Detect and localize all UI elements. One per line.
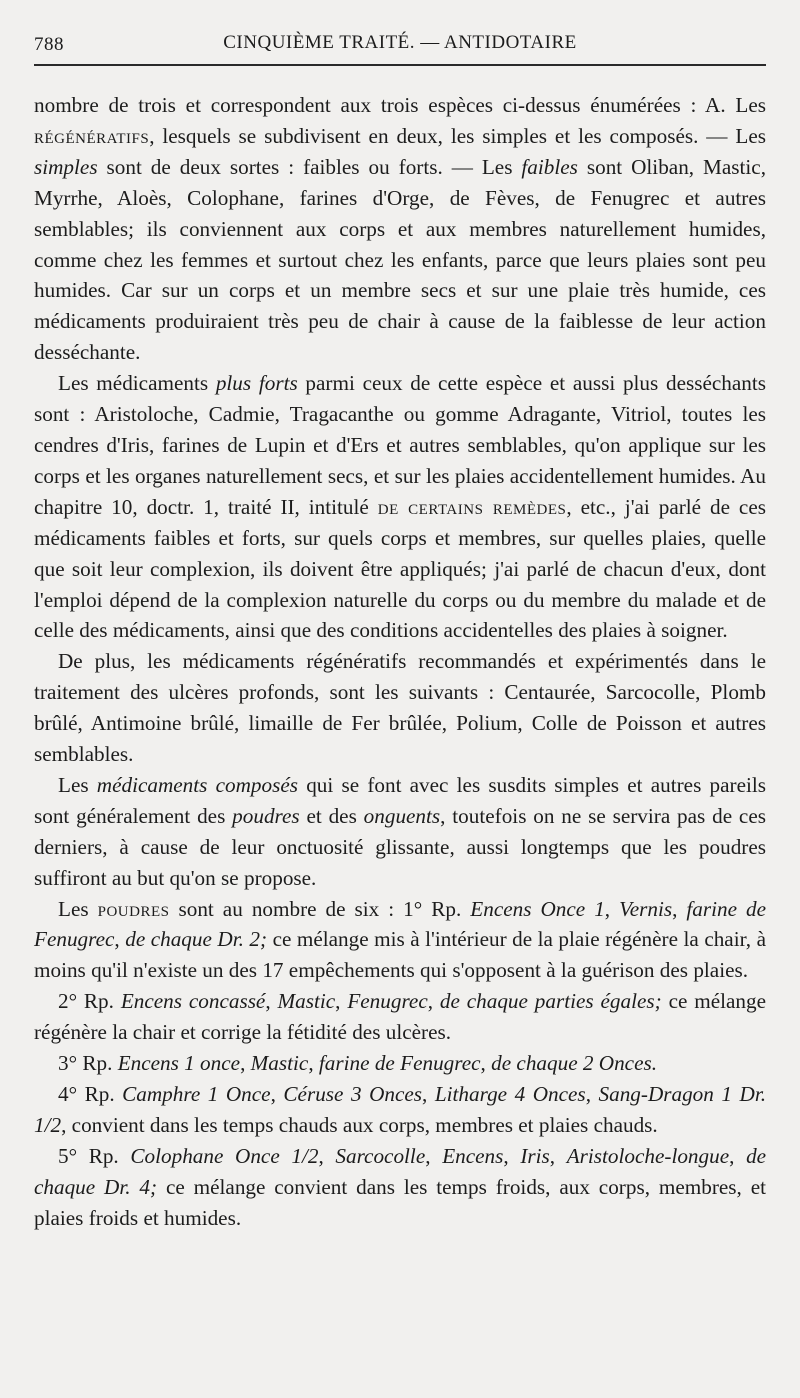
text-run: et des	[299, 803, 364, 828]
text-run: ,	[549, 1143, 567, 1168]
italic-text: faibles	[521, 154, 578, 179]
italic-text: Sarcocolle	[335, 1143, 426, 1168]
text-run: ,	[425, 1143, 443, 1168]
text-run: ce mélange mis à l'intérieur de la plaie régénère la chair, à moins qu'il n'existe un des 17 empêchements qui s'opposent à la guérison des plaies.	[34, 927, 767, 983]
text-run: ,	[480, 1051, 492, 1076]
italic-text: Encens	[442, 1143, 504, 1168]
paragraph	[34, 894, 766, 987]
text-run: ,	[427, 989, 440, 1014]
italic-text: Encens Once 1	[470, 896, 605, 921]
italic-text: Litharge 4 Onces	[434, 1082, 586, 1106]
text-run: De plus, les médicaments régénératifs recommandés et expérimentés dans le traitement des ulcères profonds, sont les suivants : Centaurée, Sarcocolle, Plomb brûlé, Antimoine brûlé, limaille de Fer brûlée, Polium, Colle de Poisson et autres semblables.	[34, 649, 766, 767]
italic-text: de chaque parties égales;	[439, 989, 662, 1014]
italic-text: Sang-Dragon 1 Dr. 1/2	[34, 1082, 767, 1137]
small-caps-text: de certains remèdes	[377, 494, 567, 519]
paragraph	[34, 90, 766, 368]
small-caps-text: régénératifs	[34, 123, 150, 148]
page-number: 788	[34, 34, 64, 55]
paragraph	[34, 1048, 766, 1079]
text-run: , lesquels se subdivisent en deux, les simples et les composés. — Les	[149, 123, 766, 148]
text-run: 2° Rp.	[58, 989, 121, 1014]
text-run: 3° Rp.	[58, 1051, 118, 1076]
paragraph	[34, 770, 766, 894]
text-run: parmi ceux de cette espèce et aussi plus desséchants sont : Aristoloche, Cadmie, Tragacanthe ou gomme Adragante, Vitriol, toutes les cendres d'Iris, farines de Lupin et d'Ers et autres semblables, qu'on applique sur les corps et les organes naturellement secs, et sur les plaies accidentellement humides. Au chapitre 10, doctr. 1, traité II, intitulé	[34, 371, 767, 519]
text-run: Les	[58, 772, 97, 797]
text-run: Les	[58, 896, 98, 921]
text-run: ,	[503, 1143, 521, 1168]
italic-text: Colophane Once 1/2	[130, 1143, 319, 1168]
paragraph	[34, 1079, 766, 1141]
text-run: ce mélange régénère la chair et corrige la fétidité des ulcères.	[34, 989, 766, 1045]
page-body	[34, 90, 766, 1234]
text-run: sont Oliban, Mastic, Myrrhe, Aloès, Colophane, farines d'Orge, de Fèves, de Fenugrec et autres semblables; ils conviennent aux corps et aux membres naturellement humides, comme chez les femmes et surtout chez les enfants, parce que leurs plaies sont peu humides. Car sur un corps et un membre secs et sur une plaie très humide, ces médicaments produiraient très peu de chair à cause de la faiblesse de leur action desséchante.	[34, 154, 766, 365]
italic-text: farine de Fenugrec	[34, 896, 767, 952]
text-run: ,	[335, 989, 348, 1014]
text-run: , etc., j'ai parlé de ces médicaments faibles et forts, sur quels corps et membres, sur quelles plaies, quelle que soit leur complexion, ils doivent être appliqués; j'ai parlé de chacun d'eux, dont l'emploi dépend de la complexion naturelle du corps ou du membre du malade et de celle des médicaments, ainsi que des conditions accidentelles des plaies à soigner.	[34, 494, 766, 643]
text-run: ,	[672, 896, 687, 921]
italic-text: onguents	[363, 803, 441, 828]
text-run: ,	[265, 989, 278, 1014]
paragraph	[34, 646, 766, 770]
paragraph	[34, 368, 766, 646]
text-run: ,	[585, 1082, 599, 1106]
text-run: , convient dans les temps chauds aux corps, membres et plaies chauds.	[61, 1112, 658, 1137]
italic-text: Iris	[520, 1143, 550, 1168]
italic-text: Vernis	[619, 896, 673, 921]
italic-text: Fenugrec	[347, 989, 428, 1014]
text-run: qui se font avec les susdits simples et autres pareils sont généralement des	[34, 772, 766, 828]
text-run: ,	[114, 927, 126, 952]
italic-text: Céruse 3 Onces	[283, 1082, 423, 1106]
text-run: nombre de trois et correspondent aux trois espèces ci-dessus énumérées : A. Les	[34, 93, 766, 117]
text-run: ,	[729, 1143, 747, 1168]
text-run: ,	[270, 1082, 284, 1106]
text-run: 5° Rp.	[58, 1143, 131, 1168]
italic-text: Camphre 1 Once	[122, 1082, 271, 1106]
italic-text: Encens 1 once	[117, 1051, 241, 1076]
italic-text: Mastic	[250, 1051, 309, 1076]
text-run: sont de deux sortes : faibles ou forts. — Les	[97, 154, 522, 179]
paragraph	[34, 1141, 766, 1234]
text-run: ,	[422, 1082, 435, 1106]
text-run: sont au nombre de six : 1° Rp.	[169, 896, 471, 921]
text-run: ,	[604, 896, 620, 921]
text-run: ce mélange convient dans les temps froids, aux corps, membres, et plaies froids et humides.	[34, 1174, 766, 1230]
running-title: CINQUIÈME TRAITÉ. — ANTIDOTAIRE	[223, 32, 577, 53]
italic-text: de chaque 2 Onces.	[491, 1051, 658, 1076]
text-run: , toutefois on ne se servira pas de ces derniers, à cause de leur onctuosité glissante, aussi longtemps que les poudres suffiront au but qu'on se propose.	[34, 803, 766, 890]
italic-text: farine de Fenugrec	[318, 1051, 481, 1076]
italic-text: Mastic	[277, 989, 336, 1014]
page-header	[34, 30, 766, 64]
italic-text: simples	[34, 154, 98, 179]
paragraph	[34, 986, 766, 1048]
small-caps-text: poudres	[97, 896, 170, 921]
italic-text: Encens concassé	[120, 989, 266, 1014]
italic-text: de chaque Dr. 4;	[34, 1143, 767, 1199]
italic-text: médicaments composés	[96, 772, 298, 797]
text-run: ,	[308, 1051, 319, 1076]
italic-text: poudres	[232, 803, 300, 828]
text-run: ,	[318, 1143, 336, 1168]
text-run: 4° Rp.	[58, 1082, 123, 1106]
italic-text: plus forts	[215, 371, 298, 396]
italic-text: Aristoloche-longue	[566, 1143, 730, 1168]
italic-text: de chaque Dr. 2;	[125, 927, 268, 952]
text-run: ,	[240, 1051, 251, 1076]
header-rule	[34, 64, 766, 66]
text-run: Les médicaments	[58, 371, 216, 396]
